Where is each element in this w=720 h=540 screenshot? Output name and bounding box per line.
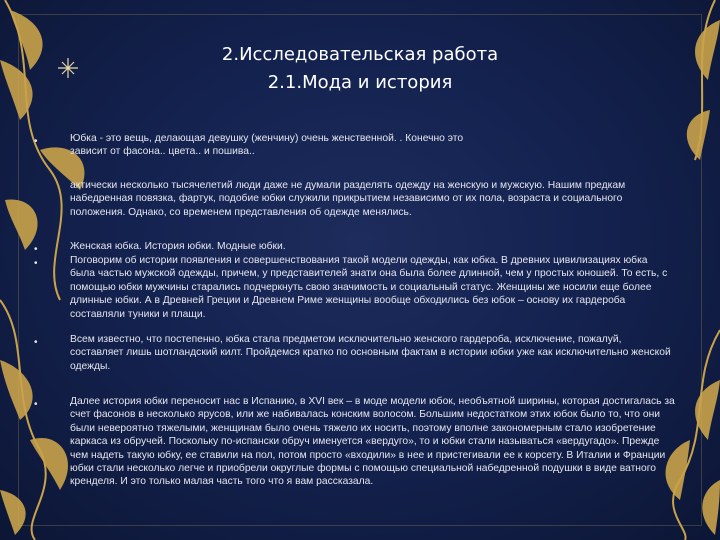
paragraph-5: Всем известно, что постепенно, юбка стала предметом исключительно женского гардероба, исключение, пожалуй, составляет лишь шотландский килт. Пройдемся кратко по основным фактам в истории юбки уже как исключительно женской одежды.	[70, 334, 671, 372]
slide-title-line-1: 2.Исследовательская работа	[221, 44, 499, 65]
bullet-6: •	[34, 399, 38, 410]
paragraph-6: Далее история юбки переносит нас в Испанию, в XVI век – в моде модели юбок, необъятной ширины, которая достигалась за счет фасонов в несколько ярусов, или же набивалась конским волосом. Большим недостатком этих юбок было то, что они были невероятно тяжелыми, женщинам было очень тяжело их носить, поэтому вполне закономерным стало изобретение каркаса из обручей. Поскольку по-испански обруч именуется «вердуго», то и юбки стали называться «вердугадо». Прежде чем надеть такую юбку, ее ставили на пол, потом просто «входили» в нее и пристегивали ее к корсету. В Италии и Франции юбки стали несколько легче и приобрели округлые формы с помощью специальной набедренной подушки в виде ватного кренделя. И это только малая часть того что я вам рассказала.	[70, 396, 675, 488]
paragraph-2: актически несколько тысячелетий люди даже не думали разделять одежду на женскую и мужскую. Нашим предкам набедренная повязка, фартук, подобие юбки служили прикрытием независимо от их пола, возраста и социального положения. Однако, со временем представления об одежде менялись.	[70, 180, 626, 218]
slide-title-line-2: 2.1.Мода и история	[267, 72, 453, 93]
bullet-5: •	[34, 337, 38, 348]
bullet-4: •	[34, 258, 38, 269]
paragraph-4: Поговорим об истории появления и совершенствования такой модели одежды, как юбка. В древних цивилизациях юбка была частью мужской одежды, причем, у представителей знати она была более длинной, чем у простых юношей. То есть, с помощью юбки мужчины старались подчеркнуть свою значимость и социальный статус. Женщины же носили еще более длинные юбки. А в Древней Греции и Древнем Риме женщины вообще обходились без юбок – основу их гардероба составляли туники и плащи.	[70, 255, 668, 320]
paragraph-3: Женская юбка. История юбки. Модные юбки.	[70, 241, 286, 252]
bullet-1: •	[34, 136, 38, 147]
bullet-3: •	[34, 244, 38, 255]
paragraph-1: Юбка - это вещь, делающая девушку (женчину) очень женственной. . Конечно это зависит от фасона.. цвета.. и пошива..	[70, 133, 464, 158]
